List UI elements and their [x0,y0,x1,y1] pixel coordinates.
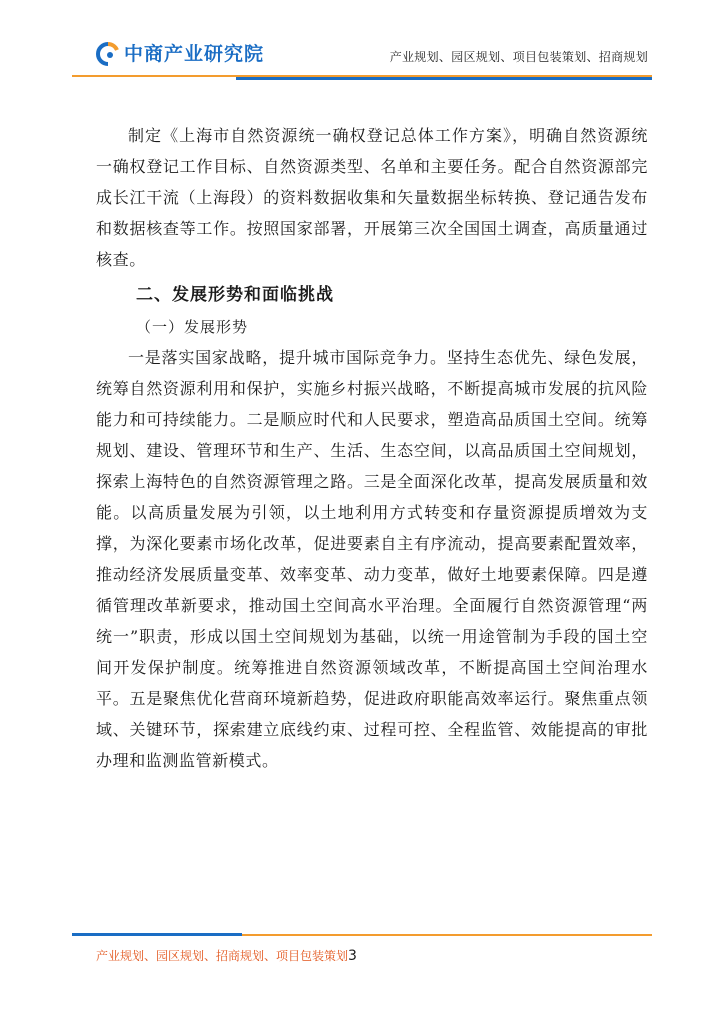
logo-text: 中商产业研究院 [124,43,265,65]
page-number: 3 [348,948,357,964]
header-divider-blue [236,77,652,80]
document-body [96,120,648,776]
header-tagline: 产业规划、园区规划、项目包装策划、招商规划 [389,50,648,64]
section-heading: 二、发展形势和面临挑战 [136,285,334,305]
logo [96,42,264,66]
footer-tagline: 产业规划、园区规划、招商规划、项目包装策划 [96,949,349,963]
logo-icon [96,42,120,66]
paragraph-intro: 制定《上海市自然资源统一确权登记总体工作方案》，明确自然资源统一确权登记工作目标、自然资源类型、名单和主要任务。配合自然资源部完成长江干流（上海段）的资料数据收集和矢量数据坐标转换、登记通告发布和数据核查等工作。按照国家部署，开展第三次全国国土调查，高质量通过核查。 [96,126,648,269]
paragraph-development: 一是落实国家战略，提升城市国际竞争力。坚持生态优先、绿色发展，统筹自然资源利用和保护，实施乡村振兴战略，不断提高城市发展的抗风险能力和可持续能力。二是顺应时代和人民要求，塑造高品质国土空间。统筹规划、建设、管理环节和生产、生活、生态空间，以高品质国土空间规划，探索上海特色的自然资源管理之路。三是全面深化改革，提高发展质量和效能。以高质量发展为引领，以土地利用方式转变和存量资源提质增效为支撑，为深化要素市场化改革，促进要素自主有序流动，提高要素配置效率，推动经济发展质量变革、效率变革、动力变革，做好土地要素保障。四是遵循管理改革新要求，推动国土空间高水平治理。全面履行自然资源管理“两统一”职责，形成以国土空间规划为基础，以统一用途管制为手段的国土空间开发保护制度。统筹推进自然资源领域改革，不断提高国土空间治理水平。五是聚焦优化营商环境新趋势，促进政府职能高效率运行。聚焦重点领域、关键环节，探索建立底线约束、过程可控、全程监管、效能提高的审批办理和监测监管新模式。 [96,348,648,770]
footer-divider-blue [72,933,242,936]
page-footer [96,947,357,964]
subsection-heading: （一）发展形势 [136,318,249,336]
footer-divider-orange [242,934,652,936]
page-header [0,0,724,82]
